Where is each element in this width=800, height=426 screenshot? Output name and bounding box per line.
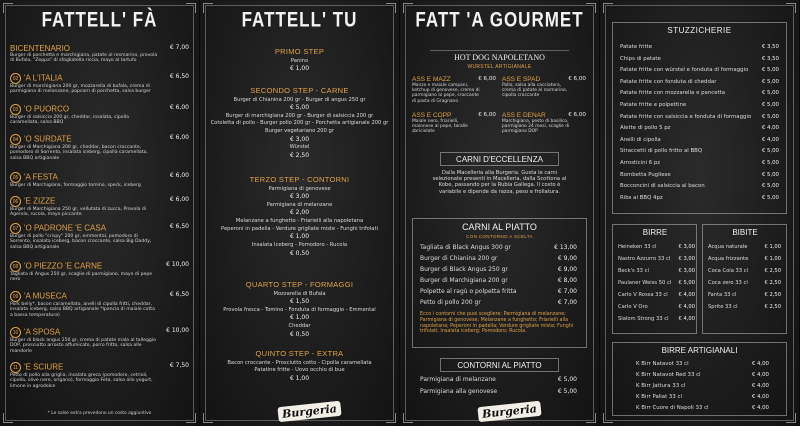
item-description: Burger di salsiccia 200 gr, cheddar, insalata, cipolla caramellata, salsa BBQ (10, 115, 129, 126)
birre-artigianali-heading: BIRRE ARTIGIANALI (661, 346, 738, 355)
row-name: Fanta 33 cl (708, 292, 737, 298)
step-option: Cheddar (288, 322, 311, 329)
row-name: Patate fritte con würstel e fonduta di formaggio (620, 67, 749, 74)
item-price: € 6,50 (169, 223, 189, 230)
menu-item (10, 223, 189, 250)
carni-description: Dalla Macelleria alla Burgeria. Gusta le carni selezionate presenti in Macelleria, dalla Scottona al Kobe, passando per la Rubia Gallega. Il costo è variabile e dipende da razza, peso e frollatura. (432, 170, 567, 195)
row-name: Patate fritte e polpettine (620, 102, 687, 108)
hotdog-price: € 6,00 (478, 76, 496, 82)
item-name (10, 223, 189, 234)
row-name: Coca zero 33 cl (708, 280, 748, 286)
item-description: Burger di Marchigiana, formaggio tomino, speck, iceberg (10, 183, 141, 188)
menu-item (10, 362, 189, 389)
row-price: € 4,00 (761, 136, 779, 143)
row-name: Coca Cola 33 cl (708, 268, 749, 274)
step-option: Insalata Iceberg - Pomodoro - Rucola (251, 241, 348, 248)
row-name: Chips di patate (620, 55, 661, 62)
item-price: € 7,00 (169, 44, 189, 51)
row-price: € 5,00 (761, 160, 779, 166)
carni-heading: CARNI D'ECCELLENZA (456, 155, 543, 164)
panel-fattell-fa (0, 0, 200, 426)
row-name: Ribs al BBQ 4pz (620, 194, 663, 201)
step-option: Parmigiana di melanzane (266, 201, 333, 208)
hotdog-item (502, 76, 588, 99)
menu-item (10, 104, 189, 126)
row-price: € 5,00 (761, 67, 779, 74)
step-price: € 0,50 (289, 249, 310, 257)
row-price: € 13,00 (554, 244, 577, 251)
item-price: € 6,00 (169, 134, 189, 141)
hotdog-item (502, 112, 588, 135)
step-option: Peperoni in padella - Verdure grigliate miste - Funghi trifolati (221, 225, 378, 232)
item-description: Pork belly*, bacon caramellato, anelli di cipolla fritti, cheddar, insalata iceberg, salsa BBQ artigianale *Ipancia di maiale cotta a bassa temperatura) (10, 302, 155, 318)
hotdog-item (412, 112, 498, 135)
row-price: € 4,00 (761, 125, 779, 132)
item-name-text: 'A L'ITALIA (24, 73, 63, 83)
item-number-badge: 05 (10, 172, 21, 183)
stuzzicherie-heading: STUZZICHERIE (667, 26, 732, 35)
bibite-heading: BIBITE (732, 228, 758, 237)
hotdog-description: Manzo e maiale campani, ketchup di genovese, crema di parmigiano al pepe, croccante di pasta di Gragnano (412, 83, 480, 104)
step-option: Panino (290, 57, 309, 64)
row-name: Nastro Azzurro 33 cl (618, 256, 671, 262)
panel-drinks (600, 0, 800, 426)
row-name: Burger di Chianina 200 gr (420, 255, 498, 262)
row-price: € 8,00 (557, 277, 577, 284)
row-name: Patate fritte (620, 44, 653, 50)
item-price: € 10,00 (166, 261, 189, 268)
bibite-box (702, 224, 787, 334)
item-name (10, 196, 189, 207)
item-number-badge: 02 (10, 73, 21, 84)
row-name: Heineken 33 cl (618, 244, 657, 250)
row-name: Arrosticini 6 pz (620, 160, 661, 166)
row-name: Acqua naturale (708, 244, 748, 250)
row-price: € 5,00 (761, 90, 779, 97)
hotdog-price: € 6,00 (478, 112, 496, 118)
step-price: € 2,50 (289, 152, 310, 160)
step-price: € 1,00 (289, 233, 310, 241)
item-name (10, 44, 189, 53)
item-name-text: 'O PIEZZO 'E CARNE (24, 261, 103, 271)
hotdog-price: € 6,00 (568, 76, 586, 82)
row-name: Acqua frizzante (708, 256, 749, 262)
item-number-badge: 04 (10, 134, 21, 145)
hotdog-subheading: WURSTEL ARTIGIANALE (467, 64, 532, 70)
frame-corner (203, 413, 213, 423)
row-price: € 4,00 (751, 361, 769, 367)
row-price: € 1,00 (764, 244, 781, 250)
hotdog-name: ASS E SPAD (502, 76, 541, 83)
row-price: € 3,50 (761, 55, 779, 62)
item-description: Tagliata di Angus 250 gr, scaglie di parmigiano, mayo di pepe nero (10, 272, 153, 283)
step-heading: TERZO STEP - CONTORNI (249, 175, 350, 184)
row-name: Slalom Strong 33 cl (618, 316, 669, 322)
item-price: € 6,00 (169, 104, 189, 111)
step-option: Burger vegetariano 200 gr (265, 128, 334, 135)
row-price: € 1,00 (764, 256, 781, 262)
row-price: € 5,00 (761, 183, 779, 190)
row-price: € 3,50 (761, 44, 779, 50)
item-number-badge: 06 (10, 196, 21, 207)
menu-item (10, 261, 189, 283)
row-price: € 7,00 (557, 299, 577, 306)
item-name-text: 'A SPOSA (24, 327, 61, 337)
item-description: Burger di marchigiana 200 gr, mozzarella di bufala, crema di parmigiana di melanzane, popcorn di porchetta, salsa burger (10, 84, 151, 95)
frame-corner (403, 413, 413, 423)
menu-item (10, 44, 189, 64)
item-name (10, 104, 189, 115)
menu-item (10, 291, 189, 318)
item-description: Burger di Marchigiana 250 gr, vellutata di zucca, Provola di Agerola, rucola, mayo piccante (10, 207, 147, 218)
step-price: € 2,00 (289, 209, 310, 217)
step-price: € 1,00 (289, 65, 310, 73)
item-description: Burger di black angus 250 gr, crema di patate mala al talleggio DOP, prosciutto arrosto affumicato, porro fritto, salsa alle mandorle (10, 338, 156, 354)
frame-corner (603, 3, 613, 13)
item-description: Burger di Marchigiana 200 gr, cheddar, bacon croccante, pomodoro di Sorrento, insalata iceberg, cipolla caramellata, salsa BBQ artigianale (10, 145, 148, 161)
step-heading: QUINTO STEP - EXTRA (255, 349, 344, 358)
row-name: Alette di pollo 5 pz (620, 125, 671, 132)
row-price: € 3,00 (678, 256, 695, 262)
item-name-text: 'O PADRONE 'E CASA (24, 223, 107, 233)
row-name: Paulaner Weiss 50 cl (618, 280, 672, 286)
item-description: Burger di pollo "crispy" 200 gr, emmental, pomodoro di Sorrento, insalata iceberg, bacon croccante, salsa Big Daddy, salsa BBQ artigianale (10, 234, 152, 250)
frame-corner (786, 413, 796, 423)
row-name: Carlo V Oro (618, 304, 648, 310)
row-name: Parmigiana alla genovese (420, 388, 498, 395)
item-price: € 6,50 (169, 291, 189, 298)
row-price: € 7,00 (557, 288, 577, 295)
row-name: Tagliata di Black Angus 300 gr (420, 244, 511, 251)
item-price: € 7,50 (169, 362, 189, 369)
row-name: Bombetta Pugliese (620, 171, 671, 178)
menu-item (10, 327, 189, 354)
row-price: € 2,50 (764, 268, 781, 274)
step-option: Cotoletta di pollo - Burger pollo 200 gr - Porchetta artigianale 200 gr (210, 120, 389, 127)
step-terzo (208, 175, 391, 258)
item-name-text: 'E SCIURE (24, 362, 64, 372)
piatto-heading: CARNI AL PIATTO (462, 222, 537, 232)
row-price: € 3,00 (678, 244, 695, 250)
hotdog-name: ASS E DENAR (502, 112, 546, 119)
item-description: Burger di porchetta e marchigiana, patate al rosmarino, provola di Bufala, "Zeppa" di sfogliatella riccia, mayo al tartufo (10, 53, 158, 64)
step-quinto (208, 349, 391, 383)
item-name-text: 'E ZIZZE (24, 196, 56, 206)
row-name: Patate fritte con salsiccia e fonduta di formaggio (620, 113, 752, 120)
frame-corner (386, 413, 396, 423)
item-name (10, 73, 189, 84)
row-name: K Birr Natavot 33 cl (636, 361, 689, 367)
row-price: € 4,00 (751, 394, 769, 400)
row-name: K Birr Jattura 33 cl (636, 383, 686, 389)
burgeria-logo: Burgeria (477, 401, 541, 422)
hotdog-description: Maiale nero, friarielli, maionese al pepe, taralle sbriciolate (412, 119, 468, 135)
row-name: Anelli di cipolla (620, 136, 661, 143)
row-price: € 2,50 (764, 280, 781, 286)
row-price: € 5,00 (761, 148, 779, 155)
menu-item (10, 196, 189, 218)
step-price: € 1,50 (289, 298, 310, 306)
divider (430, 50, 569, 51)
row-name: Parmigiana di melanzane (420, 376, 496, 383)
row-price: € 5,00 (678, 280, 695, 286)
row-name: Burger di Marchigiana 200 gr (420, 277, 508, 284)
step-option: Burger di Chianina 200 gr - Burger di angus 250 gr (233, 96, 366, 103)
step-price: € 5,00 (289, 104, 310, 112)
row-name: Polpette al ragù o polpetta fritta (420, 288, 517, 295)
row-name: Patate fritte con fonduta di cheddar (620, 78, 717, 85)
row-price: € 5,00 (761, 78, 779, 85)
panel-title: FATT 'A GOURMET (415, 7, 584, 32)
item-name-text: 'O SURDATE (24, 134, 72, 144)
step-option: Bacon croccante - Prosciutto cotto - Cipolla caramellata (227, 359, 372, 366)
row-name: Bocconcini di salsiccia al bacon (620, 183, 705, 190)
piatto-subheading: CON CONTORNO A SCELTA (466, 234, 533, 239)
row-price: € 9,00 (557, 255, 577, 262)
row-price: € 5,00 (761, 171, 779, 178)
contorni-heading: CONTORNI AL PIATTO (457, 361, 542, 370)
row-price: € 5,00 (557, 376, 577, 383)
row-name: Sprite 33 cl (708, 304, 738, 310)
item-number-badge: 08 (10, 261, 21, 272)
item-price: € 6,50 (169, 73, 189, 80)
step-option: Würstel (289, 144, 310, 151)
hotdog-name: ASS E MAZZ (412, 76, 451, 83)
item-price: € 6,00 (169, 196, 189, 203)
piatto-note: Ecco i contorni che puoi scegliere: Parmigiana di melanzane; Parmigiana di genovese; Melanzane a funghetto; Friarielli alla napoletana; Peperoni in padella; Verdure grigliate miste; Funghi trifolati; Insalata iceberg; Pomodoro; Rucola. (420, 312, 574, 335)
step-quarto (208, 280, 391, 339)
row-price: € 4,00 (751, 383, 769, 389)
item-name (10, 261, 189, 272)
step-price: € 3,00 (289, 135, 310, 143)
row-name: Carlo V Rossa 33 cl (618, 292, 668, 298)
panel-title: FATTELL' FÀ (41, 7, 158, 32)
row-price: € 4,00 (678, 304, 695, 310)
item-number-badge: 10 (10, 327, 21, 338)
hotdog-description: Marchigiana, pesto di basilico, parmigiano 24 mesi, scaglie di parmigiano DOP (502, 119, 570, 135)
row-price: € 4,00 (678, 292, 695, 298)
step-option: Melanzane a funghetto - Friarielli alla napoletana (235, 217, 364, 224)
step-price: € 1,00 (289, 314, 310, 322)
row-price: € 3,00 (678, 268, 695, 274)
step-option: Parmigiana di genovese (268, 185, 331, 192)
step-secondo (208, 86, 391, 161)
row-name: K Birr Paliat 33 cl (636, 394, 682, 400)
row-price: € 4,00 (678, 316, 695, 322)
item-price: € 10,00 (166, 327, 189, 334)
step-heading: PRIMO STEP (274, 47, 325, 56)
step-price: € 0,50 (289, 330, 310, 338)
hotdog-heading: HOT DOG NAPOLETANO (454, 53, 545, 62)
hotdog-price: € 6,00 (568, 112, 586, 118)
item-name (10, 134, 189, 145)
row-price: € 4,00 (751, 405, 769, 411)
item-name-text: BICENTENARIO (10, 44, 71, 53)
row-name: Beck's 33 cl (618, 268, 649, 274)
step-primo (208, 47, 391, 74)
row-name: Straccetti di pollo fritto al BBQ (620, 148, 703, 155)
panel-title: FATTELL' TU (241, 7, 358, 32)
item-name (10, 327, 189, 338)
item-name (10, 362, 189, 373)
row-price: € 9,00 (557, 266, 577, 273)
item-number-badge: 09 (10, 291, 21, 302)
item-number-badge: 07 (10, 223, 21, 234)
row-price: € 4,00 (751, 372, 769, 378)
row-price: € 2,50 (764, 292, 781, 298)
row-price: € 2,50 (764, 304, 781, 310)
item-name (10, 172, 189, 183)
step-option: Mozzarella di Bufala (273, 290, 326, 297)
hotdog-description: Pollo, salsa alla cacciatora, crema di patate al rosmarino, cipolla croccante (502, 83, 568, 99)
item-description: Petto di pollo alla griglia, insalata greca (pomodoro, cetrioli, cipolla, olive nere, origano), formaggio Feta, salsa allo yogurt, limone in agrodolce (10, 373, 153, 389)
step-heading: QUARTO STEP - FORMAGGI (245, 280, 354, 289)
birre-heading: BIRRE (642, 228, 668, 237)
row-price: € 5,00 (557, 388, 577, 395)
row-name: Petto di pollo 200 gr (420, 299, 481, 306)
row-price: € 5,00 (761, 102, 779, 108)
footnote: * Le salse extra prevedono un costo aggiuntivo (47, 411, 152, 416)
row-price: € 5,00 (761, 113, 779, 120)
step-option: Burger di marchigiana 200 gr - Burger di salsiccia 200 gr (225, 112, 374, 119)
item-name (10, 291, 189, 302)
item-number-badge: 11 (10, 362, 21, 373)
row-name: Patate fritte con mozzarella e pancetta (620, 90, 726, 97)
item-price: € 6,00 (169, 172, 189, 179)
item-name-text: 'O PUORCO (24, 104, 70, 114)
row-name: K Birr Natavot Red 33 cl (636, 372, 701, 378)
step-price: € 3,00 (289, 193, 310, 201)
item-number-badge: 03 (10, 104, 21, 115)
menu-item (10, 172, 189, 188)
step-option: Provola fresca - Tomino - Fonduta di formaggio - Emmental (223, 306, 376, 313)
row-name: Burger di Black Angus 250 gr (420, 266, 508, 273)
step-heading: SECONDO STEP - CARNE (250, 86, 349, 95)
panel-gourmet (400, 0, 600, 426)
item-name-text: 'A FESTA (24, 172, 58, 182)
panel-fattell-tu (200, 0, 400, 426)
burgeria-logo: Burgeria (277, 401, 341, 422)
frame-corner (586, 413, 596, 423)
row-name: K Birr Cuore di Napoli 33 cl (636, 405, 709, 411)
row-price: € 5,00 (761, 194, 779, 201)
hotdog-item (412, 76, 498, 104)
item-name-text: 'A MUSECA (24, 291, 67, 301)
hotdog-name: ASS E COPP (412, 112, 452, 119)
menu-item (10, 73, 189, 95)
step-price: € 1,00 (289, 374, 310, 382)
step-option: Patatine fritte - Uovo occhio di bue (254, 367, 345, 374)
frame-corner (786, 3, 796, 13)
menu-item (10, 134, 189, 161)
